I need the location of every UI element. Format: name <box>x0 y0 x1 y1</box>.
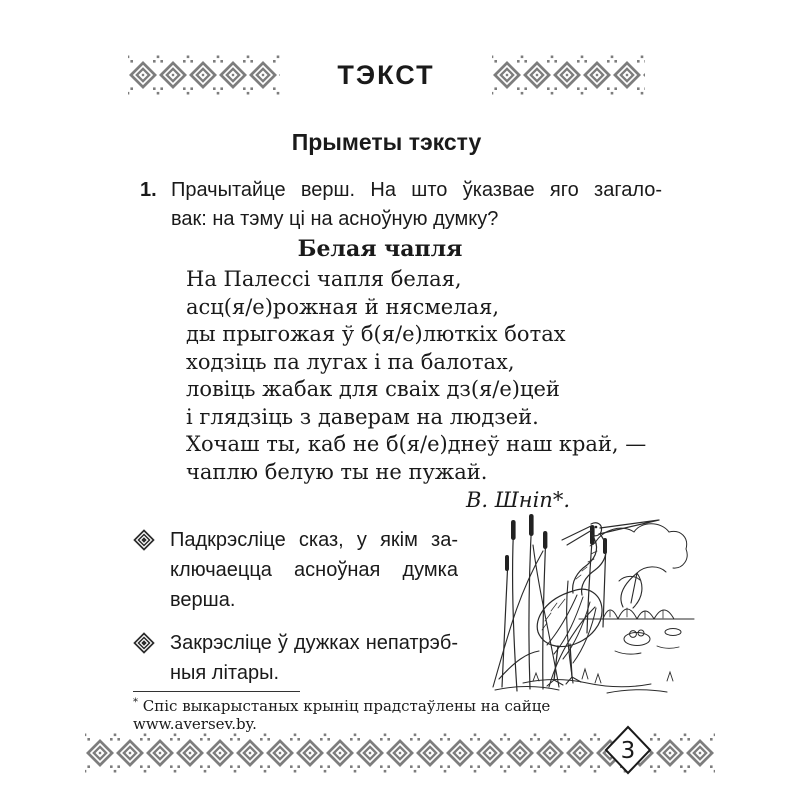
task-item <box>133 628 458 688</box>
task-item <box>133 525 458 615</box>
poem-line: На Палессі чапля белая, <box>186 267 462 291</box>
task-line: верша. <box>170 589 236 611</box>
poem-line: ловіць жабак для сваіх дз(я/е)цей <box>186 377 560 401</box>
task-text <box>170 525 458 615</box>
footnote-text: * Спіс выкарыстаных крыніц прадстаўлены на сайце www.aversev.by. <box>133 697 551 733</box>
task-line: ныя літары. <box>170 662 280 684</box>
ornament-band-icon <box>492 55 645 95</box>
ornament-pattern <box>128 55 280 95</box>
ornament-band-icon <box>128 55 280 95</box>
page-number: 3 <box>620 738 636 764</box>
poem-line: ходзіць па лугах і па балотах, <box>186 349 515 374</box>
page-title: ТЭКСТ <box>337 60 435 90</box>
poem-line: і глядзіць з даверам на людзей. <box>186 404 539 429</box>
exercise-number: 1. <box>140 179 157 201</box>
poem-author: В. Шніп*. <box>466 488 570 512</box>
task-line: Закрэсліце ў дужках непатрэб- <box>170 632 458 654</box>
poem-line: асц(я/е)рожная й нясмелая, <box>186 294 499 319</box>
section-title: Прыметы тэксту <box>291 129 482 155</box>
heron-illustration <box>487 511 700 697</box>
poem-block <box>186 236 654 512</box>
diamond-bullet-icon <box>133 632 155 654</box>
poem-line: ды прыгожая ў б(я/е)люткіх ботах <box>186 322 566 346</box>
exercise-block <box>140 176 662 234</box>
exercise-text <box>171 176 662 234</box>
footnote <box>133 691 678 733</box>
footnote-marker: * <box>133 697 138 708</box>
diamond-bullet-icon <box>133 529 155 551</box>
task-list <box>133 525 458 701</box>
task-text <box>170 628 458 688</box>
exercise-line: вак: на тэму ці на асноўную думку? <box>171 208 499 230</box>
footnote-rule <box>133 691 300 692</box>
page-number-badge <box>604 725 652 775</box>
ornament-pattern <box>492 55 645 95</box>
exercise-line: Прачытайце верш. На што ўказвае яго загало- <box>171 179 662 201</box>
task-line: Падкрэсліце сказ, у якім за- <box>170 529 458 551</box>
poem-lines <box>186 266 654 486</box>
poem-line: Хочаш ты, каб не б(я/е)днеў наш край, — <box>186 432 647 456</box>
poem-title: Белая чапля <box>297 236 463 262</box>
task-line: ключаецца асноўная думка <box>170 559 458 581</box>
poem-line: чаплю белую ты не пужай. <box>186 459 488 484</box>
